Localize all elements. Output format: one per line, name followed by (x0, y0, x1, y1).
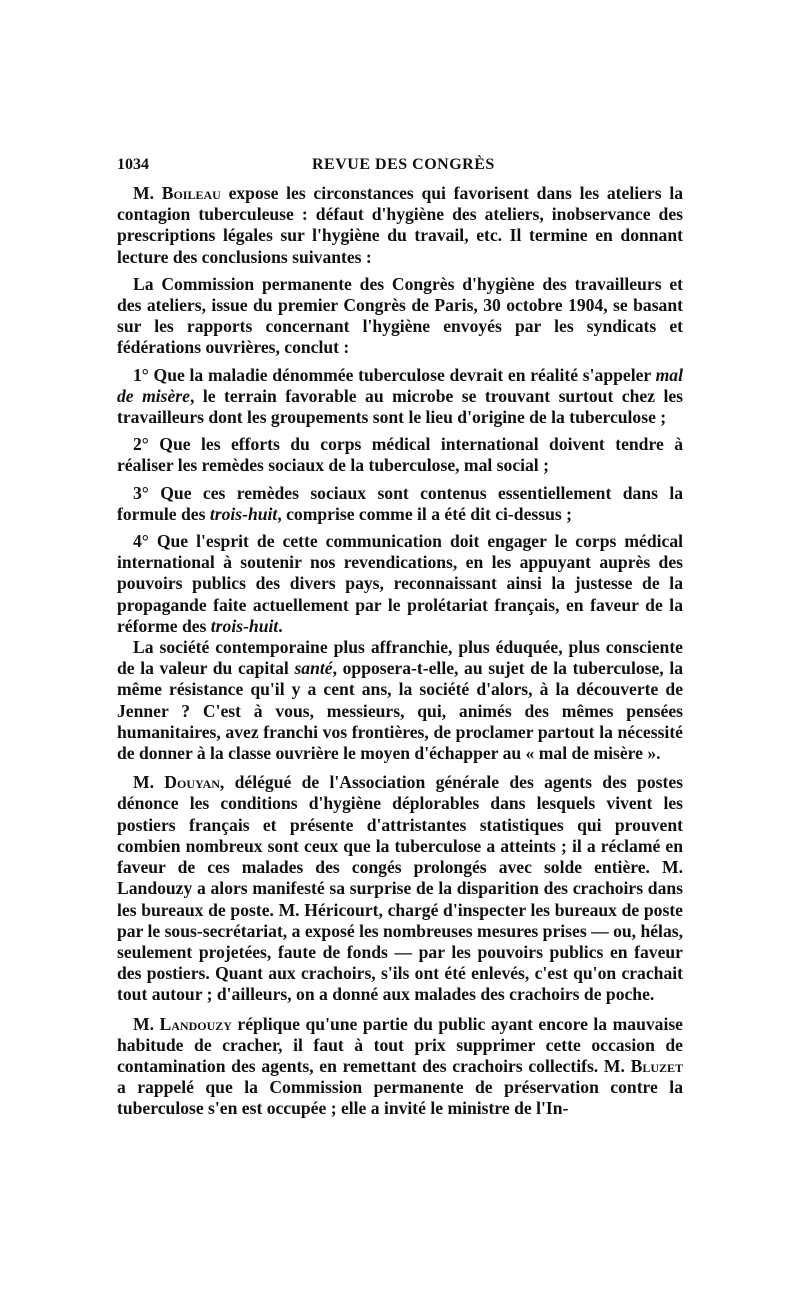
paragraph-commission (117, 274, 683, 359)
paragraph-douyan (117, 772, 683, 1005)
conclusion-text: 3° Que ces remèdes sociaux sont contenus essentiellement dans la formule des (117, 482, 683, 524)
speaker-name: M. Bluzet (603, 1055, 683, 1076)
conclusion-text: 1° Que la maladie dénommée tuberculose devrait en réalité s'appeler (133, 364, 656, 385)
paragraph-society (117, 637, 683, 764)
paragraph-text: expose les circonstances qui favorisent dans les ateliers la contagion tuberculeuse : défaut d'hygiène des ateliers, inobservance des prescriptions légales sur l'hygiène du travail, etc. Il termine en donnant lecture des conclusions suivantes : (117, 183, 684, 267)
emphasis-text: trois-huit (210, 615, 279, 636)
conclusion-text: , comprise comme il a été dit ci-dessus ; (277, 503, 572, 524)
conclusion-text: , le terrain favorable au microbe se trouvant surtout chez les travailleurs dont les groupements sont le lieu d'origine de la tuberculose ; (117, 385, 684, 428)
paragraph-text: , délégué de l'Association générale des agents des postes dénonce les conditions d'hygiène déplorables dans lesquels vivent les postiers français et présente d'attristantes statistiques qui prouvent combien nombreux sont ceux que la tuberculose a atteints ; il a réclamé en faveur de ces malades des congés prolongés avec solde entière. M. Landouzy a alors manifesté sa surprise de la disparition des crachoirs dans les bureaux de poste. M. Héricourt, chargé d'inspecter les bureaux de poste par le sous-secrétariat, a exposé les nombreuses mesures prises — ou, hélas, seulement projetées, faute de fonds — par les pouvoirs publics en faveur des postiers. Quant aux crachoirs, s'ils ont été enlevés, c'est qu'on crachait tout autour ; d'ailleurs, on a donné aux malades des crachoirs de poche. (117, 772, 683, 1005)
emphasis-text: mal de misère (117, 364, 683, 406)
paragraph-text: , opposera-t-elle, au sujet de la tuberculose, la même résistance qu'il y a cent ans, la société d'alors, à la découverte de Jenner ? C'est à vous, messieurs, qui, animés des mêmes pensées humanitaires, avez franchi vos frontières, de proclamer partout la nécessité de donner à la classe ouvrière le moyen d'échapper au « mal de misère ». (117, 658, 684, 764)
emphasis-text: santé (294, 658, 333, 679)
paragraph-text: La société contemporaine plus affranchie, plus éduquée, plus consciente de la valeur du capital (117, 637, 683, 679)
conclusion-text: . (278, 615, 283, 636)
paragraph-boileau (117, 183, 683, 268)
conclusion-text: 4° Que l'esprit de cette communication doit engager le corps médical international à soutenir nos revendications, en les appuyant auprès des pouvoirs publics des divers pays, reconnaissant ainsi la justesse de la propagande faite actuellement par le prolétariat français, en faveur de la réforme des (117, 531, 683, 636)
paragraph-landouzy (117, 1014, 683, 1120)
running-title: REVUE DES CONGRÈS (312, 156, 495, 173)
running-header (117, 156, 683, 180)
conclusion-2 (117, 434, 683, 476)
paragraph-text: La Commission permanente des Congrès d'hygiène des travailleurs et des ateliers, issue du premier Congrès de Paris, 30 octobre 1904, se basant sur les rapports concernant l'hygiène envoyés par les syndicats et fédérations ouvrières, conclut : (117, 273, 683, 358)
body-text (117, 183, 683, 1120)
paragraph-text: a rappelé que la Commission permanente de préservation contre la tuberculose s'en est occupée ; elle a invité le ministre de l'In- (117, 1077, 683, 1119)
speaker-name: M. Landouzy (133, 1013, 232, 1034)
speaker-name: M. Douyan (133, 772, 220, 793)
page-number: 1034 (117, 156, 149, 173)
conclusion-3 (117, 483, 683, 525)
conclusion-text: 2° Que les efforts du corps médical international doivent tendre à réaliser les remèdes sociaux de la tuberculose, mal social ; (117, 434, 683, 476)
speaker-name: M. Boileau (133, 183, 221, 203)
paragraph-text: réplique qu'une partie du public ayant encore la mauvaise habitude de cracher, il faut à tout prix supprimer cette occasion de contamination des agents, en remettant des crachoirs collectifs. (117, 1013, 683, 1076)
conclusion-4 (117, 531, 683, 637)
emphasis-text: trois-huit (209, 503, 278, 524)
conclusion-1 (117, 365, 683, 429)
